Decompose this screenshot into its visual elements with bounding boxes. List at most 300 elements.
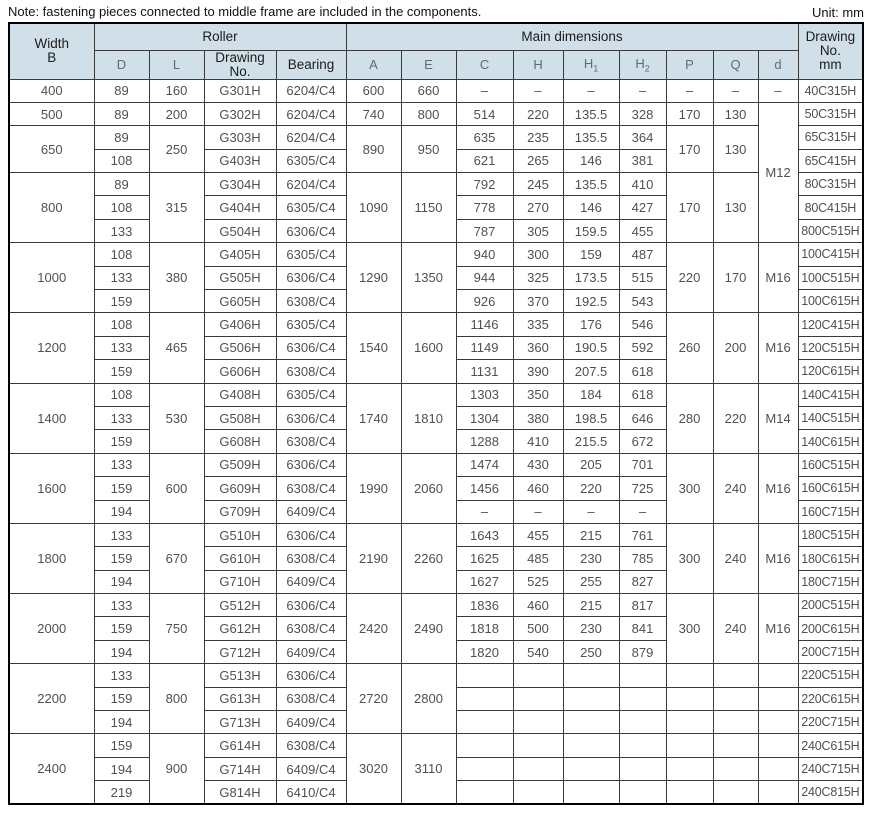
width-b-cell: 1600 [9, 453, 94, 523]
dim-a-cell: 740 [346, 102, 401, 125]
roller-bearing-cell: 6308/C4 [276, 734, 346, 757]
roller-drawing-no-cell: G605H [204, 290, 276, 313]
drawing-no-mm-cell: 220C515H [798, 664, 863, 687]
dim-h1-cell [563, 687, 619, 710]
dim-a-cell: 2720 [346, 664, 401, 734]
dimensions-table [8, 22, 864, 805]
roller-l-cell: 315 [149, 173, 204, 243]
drawing-no-mm-cell: 200C715H [798, 640, 863, 663]
roller-drawing-no-cell: G504H [204, 219, 276, 242]
dim-h1-cell [563, 781, 619, 804]
drawing-no-mm-cell: 220C615H [798, 687, 863, 710]
dim-h-cell: 485 [513, 547, 563, 570]
dim-q-cell: 240 [713, 594, 758, 664]
width-b-cell: 2000 [9, 594, 94, 664]
dim-h-cell: 360 [513, 336, 563, 359]
drawing-no-mm-cell: 140C415H [798, 383, 863, 406]
drawing-no-mm-cell: 140C615H [798, 430, 863, 453]
roller-drawing-no-cell: G403H [204, 149, 276, 172]
roller-l-cell: 750 [149, 594, 204, 664]
dim-h-cell: 270 [513, 196, 563, 219]
dim-e-cell: 1350 [401, 243, 456, 313]
dim-p-cell: 300 [666, 453, 713, 523]
dim-h2-cell [619, 687, 666, 710]
drawing-no-mm-cell: 160C715H [798, 500, 863, 523]
table-row [9, 313, 863, 336]
dim-h1-cell: 230 [563, 617, 619, 640]
dim-h-cell [513, 757, 563, 780]
dim-h-cell: 350 [513, 383, 563, 406]
roller-bearing-cell: 6308/C4 [276, 617, 346, 640]
col-header-e: E [401, 50, 456, 79]
dim-h-cell [513, 734, 563, 757]
dim-h1-cell: 159 [563, 243, 619, 266]
drawing-no-mm-cell: 180C715H [798, 570, 863, 593]
table-row [9, 126, 863, 149]
roller-d-cell: 133 [94, 266, 149, 289]
dim-h1-cell: 184 [563, 383, 619, 406]
dim-h-cell [513, 781, 563, 804]
dim-h-cell [513, 711, 563, 734]
thread-d-cell [758, 781, 798, 804]
dim-h2-cell [619, 781, 666, 804]
roller-drawing-no-cell: G512H [204, 594, 276, 617]
roller-d-cell: 108 [94, 149, 149, 172]
dim-h-cell: – [513, 500, 563, 523]
dim-h2-cell: 543 [619, 290, 666, 313]
col-header-d: D [94, 50, 149, 79]
dim-e-cell: 660 [401, 79, 456, 102]
thread-d-cell [758, 711, 798, 734]
roller-drawing-no-cell: G303H [204, 126, 276, 149]
drawing-no-mm-cell: 80C415H [798, 196, 863, 219]
width-b-cell: 1000 [9, 243, 94, 313]
drawing-no-mm-cell: 240C815H [798, 781, 863, 804]
roller-bearing-cell: 6409/C4 [276, 640, 346, 663]
dim-c-cell: 621 [456, 149, 513, 172]
dim-q-cell: – [713, 79, 758, 102]
dim-a-cell: 1990 [346, 453, 401, 523]
roller-d-cell: 159 [94, 430, 149, 453]
dim-c-cell [456, 664, 513, 687]
roller-drawing-no-cell: G713H [204, 711, 276, 734]
dim-p-cell: – [666, 79, 713, 102]
dim-h-cell: – [513, 79, 563, 102]
roller-l-cell: 900 [149, 734, 204, 804]
dim-h2-cell: 841 [619, 617, 666, 640]
dim-q-cell: 200 [713, 313, 758, 383]
table-body [9, 79, 863, 804]
dim-h-cell [513, 664, 563, 687]
dim-c-cell: 778 [456, 196, 513, 219]
dim-p-cell: 170 [666, 173, 713, 243]
dim-c-cell: 944 [456, 266, 513, 289]
table-row [9, 664, 863, 687]
roller-bearing-cell: 6305/C4 [276, 313, 346, 336]
col-header-q: Q [713, 50, 758, 79]
dim-e-cell: 2490 [401, 594, 456, 664]
roller-d-cell: 194 [94, 500, 149, 523]
dim-h1-cell: – [563, 79, 619, 102]
dim-h1-cell: 198.5 [563, 406, 619, 429]
dim-h-cell: 300 [513, 243, 563, 266]
dim-h1-cell: 215 [563, 523, 619, 546]
roller-d-cell: 194 [94, 757, 149, 780]
dim-h2-cell: – [619, 79, 666, 102]
dim-c-cell [456, 757, 513, 780]
dim-h1-cell [563, 711, 619, 734]
roller-d-cell: 159 [94, 734, 149, 757]
drawing-no-mm-cell: 80C315H [798, 173, 863, 196]
dim-p-cell: 220 [666, 243, 713, 313]
dim-c-cell [456, 734, 513, 757]
dim-c-cell: 787 [456, 219, 513, 242]
roller-bearing-cell: 6308/C4 [276, 360, 346, 383]
dim-h-cell: 500 [513, 617, 563, 640]
roller-drawing-no-cell: G505H [204, 266, 276, 289]
dim-h2-cell: 618 [619, 383, 666, 406]
roller-bearing-cell: 6308/C4 [276, 477, 346, 500]
dim-h1-cell: 250 [563, 640, 619, 663]
dim-p-cell: 280 [666, 383, 713, 453]
dim-h2-cell: 364 [619, 126, 666, 149]
dim-p-cell [666, 781, 713, 804]
dim-p-cell [666, 734, 713, 757]
dim-p-cell [666, 687, 713, 710]
dim-h1-cell: 159.5 [563, 219, 619, 242]
width-b-cell: 1400 [9, 383, 94, 453]
col-header-thread-d: d [758, 50, 798, 79]
dim-h1-cell: 207.5 [563, 360, 619, 383]
roller-bearing-cell: 6410/C4 [276, 781, 346, 804]
width-b-cell: 500 [9, 102, 94, 125]
roller-bearing-cell: 6204/C4 [276, 102, 346, 125]
table-header [9, 23, 863, 79]
roller-d-cell: 108 [94, 313, 149, 336]
roller-bearing-cell: 6306/C4 [276, 523, 346, 546]
roller-drawing-no-cell: G709H [204, 500, 276, 523]
dim-h-cell: 245 [513, 173, 563, 196]
width-b-cell: 800 [9, 173, 94, 243]
roller-drawing-no-cell: G814H [204, 781, 276, 804]
dim-h2-cell: 701 [619, 453, 666, 476]
roller-d-cell: 133 [94, 664, 149, 687]
roller-drawing-no-cell: G513H [204, 664, 276, 687]
table-row [9, 383, 863, 406]
dim-c-cell [456, 781, 513, 804]
dim-h1-cell: 146 [563, 149, 619, 172]
roller-drawing-no-cell: G405H [204, 243, 276, 266]
drawing-no-mm-cell: 160C515H [798, 453, 863, 476]
roller-drawing-no-cell: G304H [204, 173, 276, 196]
dim-h2-cell: 546 [619, 313, 666, 336]
dim-q-cell [713, 781, 758, 804]
dim-h2-cell: 618 [619, 360, 666, 383]
roller-drawing-no-cell: G408H [204, 383, 276, 406]
dim-c-cell: 926 [456, 290, 513, 313]
drawing-no-mm-cell: 200C515H [798, 594, 863, 617]
roller-bearing-cell: 6409/C4 [276, 711, 346, 734]
roller-drawing-no-cell: G613H [204, 687, 276, 710]
dim-p-cell: 260 [666, 313, 713, 383]
roller-d-cell: 133 [94, 406, 149, 429]
dim-h1-cell [563, 757, 619, 780]
dim-h2-cell: 827 [619, 570, 666, 593]
drawing-no-mm-cell: 100C415H [798, 243, 863, 266]
dim-h2-cell: 785 [619, 547, 666, 570]
dim-c-cell: 1304 [456, 406, 513, 429]
dim-h2-cell: 725 [619, 477, 666, 500]
thread-d-cell [758, 687, 798, 710]
drawing-no-mm-cell: 100C615H [798, 290, 863, 313]
dim-c-cell: 940 [456, 243, 513, 266]
roller-bearing-cell: 6305/C4 [276, 196, 346, 219]
dim-c-cell: 1643 [456, 523, 513, 546]
roller-drawing-no-cell: G404H [204, 196, 276, 219]
width-b-cell: 1200 [9, 313, 94, 383]
dim-e-cell: 1150 [401, 173, 456, 243]
roller-d-cell: 133 [94, 594, 149, 617]
roller-l-cell: 465 [149, 313, 204, 383]
drawing-no-mm-cell: 65C315H [798, 126, 863, 149]
roller-d-cell: 133 [94, 336, 149, 359]
drawing-no-mm-cell: 120C415H [798, 313, 863, 336]
drawing-no-mm-cell: 180C515H [798, 523, 863, 546]
dim-e-cell: 2800 [401, 664, 456, 734]
dim-h1-cell: 190.5 [563, 336, 619, 359]
roller-d-cell: 133 [94, 453, 149, 476]
dim-a-cell: 1740 [346, 383, 401, 453]
dim-e-cell: 3110 [401, 734, 456, 804]
thread-d-cell: M16 [758, 243, 798, 313]
dim-c-cell: 1474 [456, 453, 513, 476]
roller-l-cell: 250 [149, 126, 204, 173]
thread-d-cell: M16 [758, 594, 798, 664]
roller-bearing-cell: 6204/C4 [276, 126, 346, 149]
col-header-drawing-no-mm: Drawing No. mm [798, 23, 863, 79]
roller-l-cell: 160 [149, 79, 204, 102]
roller-d-cell: 159 [94, 617, 149, 640]
roller-d-cell: 159 [94, 477, 149, 500]
thread-d-cell: M16 [758, 523, 798, 593]
dim-p-cell: 300 [666, 523, 713, 593]
roller-l-cell: 670 [149, 523, 204, 593]
dim-q-cell: 240 [713, 523, 758, 593]
roller-bearing-cell: 6306/C4 [276, 336, 346, 359]
dim-q-cell [713, 711, 758, 734]
roller-bearing-cell: 6305/C4 [276, 149, 346, 172]
width-b-cell: 400 [9, 79, 94, 102]
dim-a-cell: 1290 [346, 243, 401, 313]
roller-drawing-no-cell: G510H [204, 523, 276, 546]
dim-h2-cell [619, 757, 666, 780]
dim-h1-cell: 215 [563, 594, 619, 617]
roller-bearing-cell: 6306/C4 [276, 453, 346, 476]
width-b-cell: 2400 [9, 734, 94, 804]
thread-d-cell [758, 664, 798, 687]
dim-h2-cell: 879 [619, 640, 666, 663]
dim-p-cell: 170 [666, 126, 713, 173]
roller-bearing-cell: 6409/C4 [276, 500, 346, 523]
dim-h-cell: 540 [513, 640, 563, 663]
dim-h2-cell: 817 [619, 594, 666, 617]
roller-drawing-no-cell: G612H [204, 617, 276, 640]
width-b-cell: 650 [9, 126, 94, 173]
col-header-h: H [513, 50, 563, 79]
drawing-no-mm-cell: 120C515H [798, 336, 863, 359]
roller-drawing-no-cell: G508H [204, 406, 276, 429]
dim-h2-cell: 381 [619, 149, 666, 172]
dim-a-cell: 890 [346, 126, 401, 173]
thread-d-cell [758, 734, 798, 757]
roller-bearing-cell: 6409/C4 [276, 570, 346, 593]
dim-q-cell [713, 757, 758, 780]
dim-h1-cell [563, 664, 619, 687]
roller-d-cell: 108 [94, 196, 149, 219]
dim-h2-cell: 328 [619, 102, 666, 125]
dim-q-cell: 220 [713, 383, 758, 453]
dim-e-cell: 1600 [401, 313, 456, 383]
dim-a-cell: 1090 [346, 173, 401, 243]
roller-drawing-no-cell: G406H [204, 313, 276, 336]
dim-h-cell: 390 [513, 360, 563, 383]
drawing-no-mm-cell: 65C415H [798, 149, 863, 172]
col-header-width-b: Width B [9, 23, 94, 79]
dim-a-cell: 2190 [346, 523, 401, 593]
dim-h2-cell: 410 [619, 173, 666, 196]
roller-drawing-no-cell: G712H [204, 640, 276, 663]
roller-drawing-no-cell: G302H [204, 102, 276, 125]
dim-h1-cell: 220 [563, 477, 619, 500]
dim-h2-cell: – [619, 500, 666, 523]
unit-label: Unit: mm [812, 5, 864, 20]
dim-h1-cell: 173.5 [563, 266, 619, 289]
dim-h1-cell [563, 734, 619, 757]
dim-h1-cell: 192.5 [563, 290, 619, 313]
dim-c-cell: 1288 [456, 430, 513, 453]
roller-bearing-cell: 6308/C4 [276, 430, 346, 453]
dim-c-cell: – [456, 500, 513, 523]
drawing-no-mm-cell: 220C715H [798, 711, 863, 734]
width-b-cell: 2200 [9, 664, 94, 734]
dim-c-cell: 1818 [456, 617, 513, 640]
dim-h2-cell: 761 [619, 523, 666, 546]
thread-d-cell: M14 [758, 383, 798, 453]
roller-drawing-no-cell: G608H [204, 430, 276, 453]
dim-c-cell: 792 [456, 173, 513, 196]
dim-h1-cell: 135.5 [563, 102, 619, 125]
dim-h-cell: 265 [513, 149, 563, 172]
roller-l-cell: 530 [149, 383, 204, 453]
dim-a-cell: 3020 [346, 734, 401, 804]
roller-d-cell: 108 [94, 383, 149, 406]
table-row [9, 523, 863, 546]
dim-h-cell: 430 [513, 453, 563, 476]
roller-d-cell: 89 [94, 102, 149, 125]
col-header-drawing-no: Drawing No. [204, 50, 276, 79]
roller-d-cell: 159 [94, 290, 149, 313]
dim-q-cell: 130 [713, 126, 758, 173]
roller-l-cell: 800 [149, 664, 204, 734]
drawing-no-mm-cell: 120C615H [798, 360, 863, 383]
dim-q-cell: 240 [713, 453, 758, 523]
dim-q-cell [713, 664, 758, 687]
dim-h-cell: 305 [513, 219, 563, 242]
dim-h-cell: 460 [513, 477, 563, 500]
roller-drawing-no-cell: G614H [204, 734, 276, 757]
dim-h2-cell [619, 711, 666, 734]
roller-l-cell: 600 [149, 453, 204, 523]
dim-h1-cell: 255 [563, 570, 619, 593]
dim-c-cell: 635 [456, 126, 513, 149]
dim-h2-cell [619, 734, 666, 757]
drawing-no-mm-cell: 180C615H [798, 547, 863, 570]
roller-bearing-cell: 6409/C4 [276, 757, 346, 780]
dim-h1-cell: 135.5 [563, 126, 619, 149]
dim-h2-cell: 487 [619, 243, 666, 266]
roller-bearing-cell: 6308/C4 [276, 687, 346, 710]
dim-c-cell [456, 687, 513, 710]
roller-d-cell: 108 [94, 243, 149, 266]
drawing-no-mm-cell: 240C615H [798, 734, 863, 757]
roller-d-cell: 194 [94, 711, 149, 734]
dim-p-cell: 170 [666, 102, 713, 125]
dim-h1-cell: 146 [563, 196, 619, 219]
dim-e-cell: 950 [401, 126, 456, 173]
dim-h-cell: 455 [513, 523, 563, 546]
dim-q-cell: 130 [713, 102, 758, 125]
dim-h2-cell: 672 [619, 430, 666, 453]
table-row [9, 173, 863, 196]
roller-bearing-cell: 6308/C4 [276, 290, 346, 313]
dim-h2-cell: 646 [619, 406, 666, 429]
dim-h2-cell: 427 [619, 196, 666, 219]
roller-bearing-cell: 6308/C4 [276, 547, 346, 570]
dim-h2-cell: 592 [619, 336, 666, 359]
col-header-p: P [666, 50, 713, 79]
roller-drawing-no-cell: G506H [204, 336, 276, 359]
roller-d-cell: 219 [94, 781, 149, 804]
col-header-h2: $H_2$ [619, 50, 666, 79]
dim-h-cell: 335 [513, 313, 563, 336]
roller-drawing-no-cell: G609H [204, 477, 276, 500]
roller-d-cell: 89 [94, 126, 149, 149]
table-row [9, 594, 863, 617]
thread-d-cell: – [758, 79, 798, 102]
dim-h-cell: 235 [513, 126, 563, 149]
roller-l-cell: 200 [149, 102, 204, 125]
thread-d-cell: M12 [758, 102, 798, 242]
col-header-bearing: Bearing [276, 50, 346, 79]
drawing-no-mm-cell: 40C315H [798, 79, 863, 102]
dim-h2-cell [619, 664, 666, 687]
dim-h2-cell: 515 [619, 266, 666, 289]
drawing-no-mm-cell: 160C615H [798, 477, 863, 500]
table-row [9, 453, 863, 476]
dim-c-cell: 1820 [456, 640, 513, 663]
dim-p-cell: 300 [666, 594, 713, 664]
roller-drawing-no-cell: G509H [204, 453, 276, 476]
dim-q-cell: 130 [713, 173, 758, 243]
roller-bearing-cell: 6306/C4 [276, 266, 346, 289]
table-row [9, 102, 863, 125]
dim-p-cell [666, 664, 713, 687]
dim-a-cell: 600 [346, 79, 401, 102]
table-row [9, 79, 863, 102]
dim-c-cell: 1836 [456, 594, 513, 617]
dim-c-cell: 514 [456, 102, 513, 125]
dim-q-cell [713, 734, 758, 757]
